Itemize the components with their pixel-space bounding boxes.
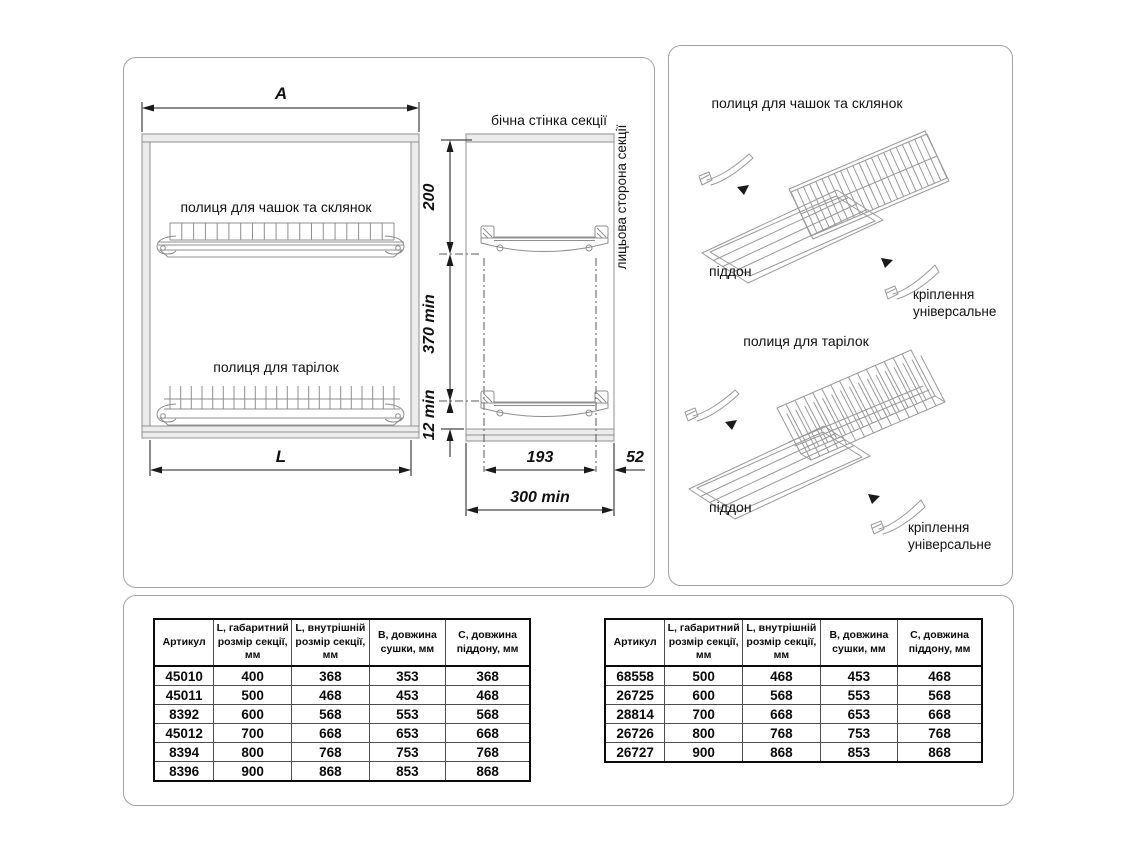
spec-table-right — [604, 618, 983, 763]
direction-arrow — [881, 258, 893, 268]
technical-drawing-panel — [123, 57, 655, 588]
dimension-l — [150, 440, 411, 476]
direction-arrow — [737, 185, 749, 195]
table-cell: 353 — [369, 666, 445, 686]
table-cell: 500 — [214, 686, 292, 705]
column-header: Артикул — [154, 619, 214, 666]
table-cell: 500 — [665, 666, 743, 686]
table-cell: 468 — [292, 686, 370, 705]
wire-rack-cups — [789, 131, 949, 239]
plates-kit-title: полиця для тарілок — [743, 333, 869, 349]
table-cell: 26726 — [605, 724, 665, 743]
spec-table-left — [153, 618, 531, 782]
plate-shelf-label: полиця для тарілок — [213, 359, 339, 375]
dimension-12 — [421, 389, 464, 457]
table-cell: 700 — [214, 724, 292, 743]
table-cell: 800 — [665, 724, 743, 743]
wire-rack-plates — [777, 350, 945, 460]
dimension-a — [142, 84, 419, 132]
table-cell: 553 — [820, 686, 897, 705]
table-cell: 768 — [292, 743, 370, 762]
table-cell: 700 — [665, 705, 743, 724]
table-cell: 868 — [446, 762, 530, 782]
face-side-label: лицьова сторона секції — [614, 124, 629, 270]
table-cell: 368 — [446, 666, 530, 686]
cups-kit — [699, 95, 996, 319]
table-cell: 868 — [292, 762, 370, 782]
table-cell: 8392 — [154, 705, 214, 724]
table-row — [154, 724, 530, 743]
table-cell: 900 — [665, 743, 743, 763]
table-cell: 453 — [820, 666, 897, 686]
table-cell: 568 — [743, 686, 821, 705]
table-row — [154, 762, 530, 782]
svg-text:12 min: 12 min — [421, 389, 438, 441]
cups-kit-title: полиця для чашок та склянок — [711, 95, 903, 111]
svg-text:370 min: 370 min — [421, 294, 438, 354]
column-header: В, довжина сушки, мм — [820, 619, 897, 666]
mount-label-cups-2: універсальне — [913, 304, 997, 319]
table-cell: 868 — [898, 743, 982, 763]
table-cell: 753 — [820, 724, 897, 743]
table-row — [605, 686, 982, 705]
mount-bracket-top — [699, 154, 753, 185]
dim-a-label: A — [274, 84, 288, 103]
table-cell: 26725 — [605, 686, 665, 705]
mount-label-cups-1: кріплення — [913, 287, 975, 302]
column-header: L, габаритний розмір секції, мм — [214, 619, 292, 666]
table-cell: 28814 — [605, 705, 665, 724]
table-cell: 568 — [292, 705, 370, 724]
direction-arrow — [725, 420, 737, 430]
table-cell: 768 — [446, 743, 530, 762]
table-cell: 568 — [446, 705, 530, 724]
dim-l-label: L — [275, 447, 287, 466]
table-cell: 468 — [743, 666, 821, 686]
table-row — [154, 666, 530, 686]
table-cell: 668 — [898, 705, 982, 724]
table-cell: 468 — [446, 686, 530, 705]
table-cell: 853 — [369, 762, 445, 782]
table-cell: 753 — [369, 743, 445, 762]
dimension-200 — [421, 140, 480, 254]
table-cell: 45011 — [154, 686, 214, 705]
table-cell: 668 — [446, 724, 530, 743]
table-cell: 45012 — [154, 724, 214, 743]
mount-bracket-top-plates — [685, 390, 739, 421]
table-row — [154, 705, 530, 724]
table-cell: 800 — [214, 743, 292, 762]
table-cell: 653 — [820, 705, 897, 724]
table-cell: 8394 — [154, 743, 214, 762]
spec-tables-panel — [123, 595, 1014, 806]
table-row — [605, 743, 982, 763]
table-cell: 853 — [820, 743, 897, 763]
column-header: С, довжина піддону, мм — [446, 619, 530, 666]
table-cell: 453 — [369, 686, 445, 705]
table-row — [154, 743, 530, 762]
plate-shelf-front — [157, 359, 404, 425]
table-row — [605, 666, 982, 686]
isometric-drawing — [669, 46, 1011, 584]
svg-text:52: 52 — [626, 449, 644, 466]
table-row — [605, 705, 982, 724]
dimension-193 — [484, 449, 596, 474]
table-header-row — [154, 619, 530, 666]
table-cell: 8396 — [154, 762, 214, 782]
column-header: С, довжина піддону, мм — [898, 619, 982, 666]
direction-arrow — [868, 494, 880, 504]
table-cell: 400 — [214, 666, 292, 686]
table-cell: 468 — [898, 666, 982, 686]
svg-text:200: 200 — [421, 183, 438, 211]
table-cell: 768 — [898, 724, 982, 743]
isometric-views-panel — [668, 45, 1013, 586]
upper-bracket — [481, 226, 608, 252]
column-header: L, внутрішній розмір секції, мм — [292, 619, 370, 666]
tray-label-cups: піддон — [709, 263, 752, 279]
table-cell: 868 — [743, 743, 821, 763]
table-cell: 900 — [214, 762, 292, 782]
table-cell: 600 — [214, 705, 292, 724]
tray-label-plates: піддон — [709, 499, 752, 515]
column-header: L, габаритний розмір секції, мм — [665, 619, 743, 666]
side-wall-label: бічна стінка секції — [490, 112, 608, 128]
cup-shelf-label: полиця для чашок та склянок — [180, 199, 372, 215]
svg-text:193: 193 — [526, 449, 554, 466]
svg-text:300 min: 300 min — [510, 489, 570, 506]
column-header: В, довжина сушки, мм — [369, 619, 445, 666]
dimension-300 — [466, 489, 614, 514]
mount-label-plates-1: кріплення — [908, 520, 970, 535]
table-row — [605, 724, 982, 743]
table-cell: 368 — [292, 666, 370, 686]
table-cell: 653 — [369, 724, 445, 743]
side-view — [421, 112, 645, 516]
table-cell: 600 — [665, 686, 743, 705]
table-header-row — [605, 619, 982, 666]
table-cell: 568 — [898, 686, 982, 705]
table-row — [154, 686, 530, 705]
table-cell: 668 — [292, 724, 370, 743]
column-header: L, внутрішній розмір секції, мм — [743, 619, 821, 666]
table-cell: 45010 — [154, 666, 214, 686]
mount-label-plates-2: універсальне — [908, 537, 992, 552]
plates-kit — [685, 333, 991, 552]
cabinet-drawing — [124, 58, 653, 586]
column-header: Артикул — [605, 619, 665, 666]
table-cell: 768 — [743, 724, 821, 743]
dimension-370 — [421, 254, 480, 401]
front-view — [142, 84, 419, 476]
lower-bracket — [481, 391, 608, 417]
cup-shelf-front — [157, 199, 404, 257]
table-cell: 553 — [369, 705, 445, 724]
table-cell: 68558 — [605, 666, 665, 686]
table-cell: 668 — [743, 705, 821, 724]
table-cell: 26727 — [605, 743, 665, 763]
